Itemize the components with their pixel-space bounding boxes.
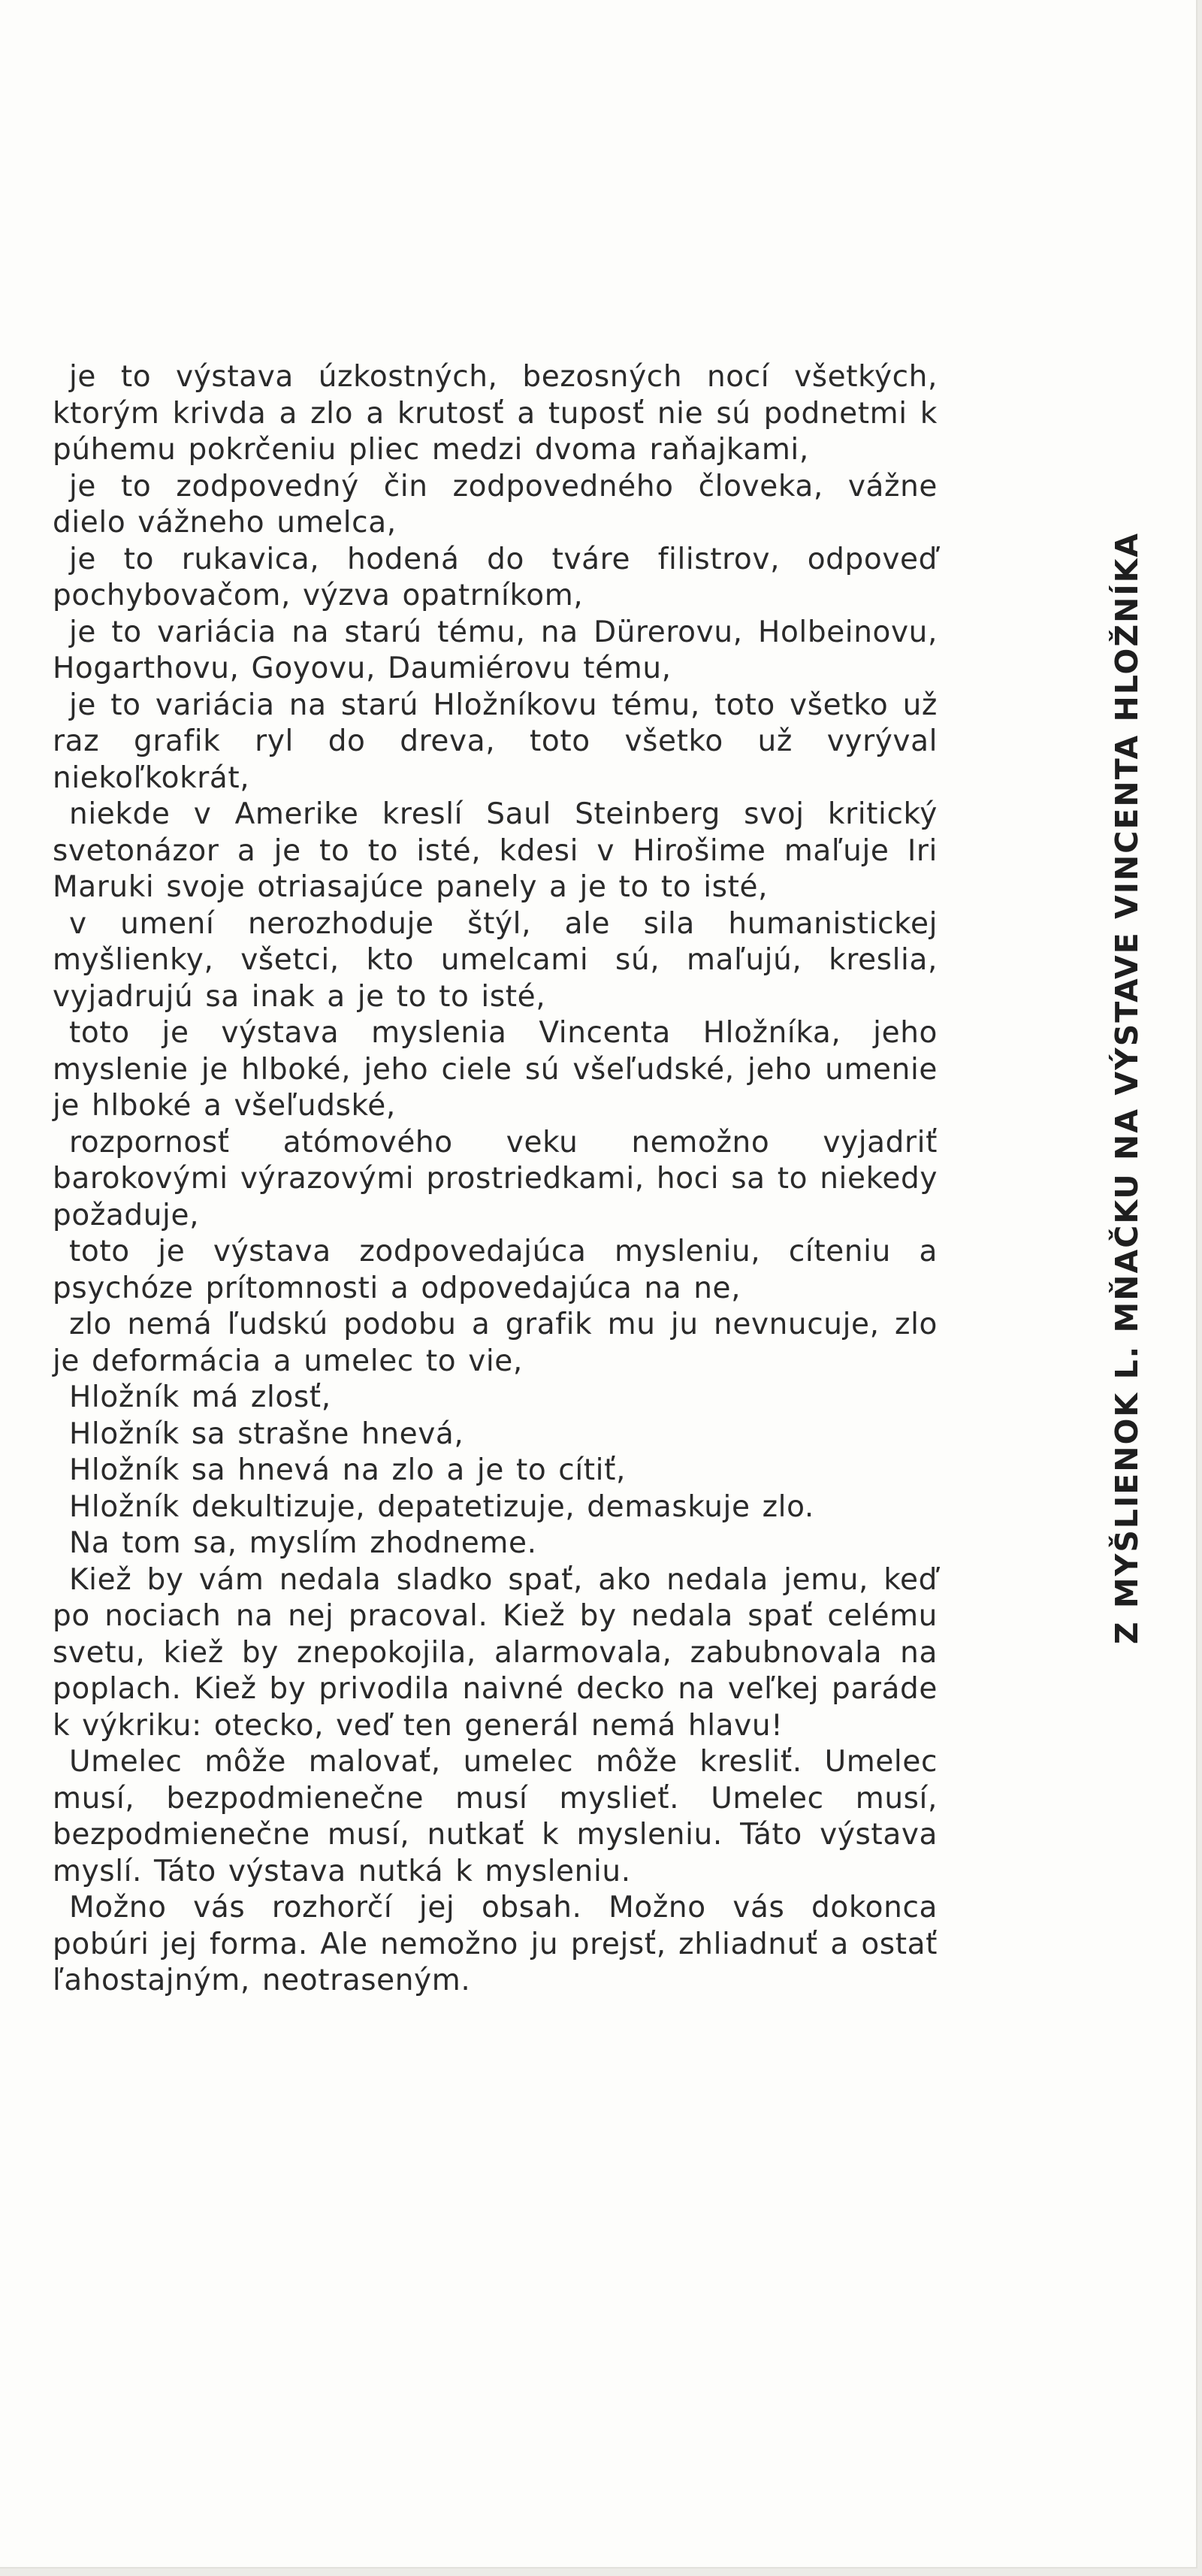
paragraph: Hložník dekultizuje, depatetizuje, demaskuje zlo. xyxy=(69,1489,814,1524)
paragraph: Hložník sa hnevá na zlo a je to cítiť, xyxy=(69,1453,626,1487)
paragraph: zlo nemá ľudskú podobu a grafik mu ju nevnucuje, zlo je deformácia a umelec to vie, xyxy=(53,1308,938,1378)
paragraph: Umelec môže malovať, umelec môže kresliť. Umelec musí, bezpodmienečne musí myslieť. Umelec musí, bezpodmienečne musí, nutkať k mysleniu. Táto výstava myslí. Táto výstava nutká k mysleniu. xyxy=(53,1745,938,1888)
paragraph: v umení nerozhoduje štýl, ale sila humanistickej myšlienky, všetci, kto umelcami sú, maľujú, kreslia, vyjadrujú sa inak a je to to isté, xyxy=(53,906,938,1014)
paragraph: je to rukavica, hodená do tváre filistrov, odpoveď pochybovačom, výzva opatrníkom, xyxy=(53,542,938,612)
body-text xyxy=(53,359,938,2000)
paragraph: Hložník má zlosť, xyxy=(69,1380,331,1414)
paragraph: je to zodpovedný čin zodpovedného človeka, vážne dielo vážneho umelca, xyxy=(53,469,938,540)
vertical-title: Z MYŠLIENOK L. MŇAČKU NA VÝSTAVE VINCENTA HLOŽNÍKA xyxy=(1109,531,1145,1645)
paragraph: Kiež by vám nedala sladko spať, ako nedala jemu, keď po nociach na nej pracoval. Kiež by nedala spať celému svetu, kiež by znepokojila, alarmovala, zabubnovala na poplach. Kiež by privodila naivné decko na veľkej paráde k výkriku: otecko, veď ten generál nemá hlavu! xyxy=(53,1562,938,1743)
paragraph: toto je výstava zodpovedajúca mysleniu, cíteniu a psychóze prítomnosti a odpovedajúca na ne, xyxy=(53,1235,938,1305)
paragraph: Hložník sa strašne hnevá, xyxy=(69,1416,464,1451)
paragraph: je to variácia na starú tému, na Dürerovu, Holbeinovu, Hogarthovu, Goyovu, Daumiérovu tému, xyxy=(53,615,938,685)
paragraph: Možno vás rozhorčí jej obsah. Možno vás dokonca pobúri jej forma. Ale nemožno ju prejsť, zhliadnuť a ostať ľahostajným, neotraseným. xyxy=(53,1891,938,1997)
paragraph: je to výstava úzkostných, bezosných nocí všetkých, ktorým krivda a zlo a krutosť a tuposť nie sú podnetmi k púhemu pokrčeniu pliec medzi dvoma raňajkami, xyxy=(53,360,938,467)
paragraph: Na tom sa, myslím zhodneme. xyxy=(69,1526,537,1560)
paragraph: toto je výstava myslenia Vincenta Hložníka, jeho myslenie je hlboké, jeho ciele sú všeľudské, jeho umenie je hlboké a všeľudské, xyxy=(53,1016,938,1123)
paragraph: niekde v Amerike kreslí Saul Steinberg svoj kritický svetonázor a je to to isté, kdesi v Hirošime maľuje Iri Maruki svoje otriasajúce panely a je to to isté, xyxy=(53,797,938,904)
paragraph: je to variácia na starú Hložníkovu tému, toto všetko už raz grafik ryl do dreva, toto všetko už vyrýval niekoľkokrát, xyxy=(53,688,938,795)
paragraph: rozpornosť atómového veku nemožno vyjadriť barokovými výrazovými prostriedkami, hoci sa to niekedy požaduje, xyxy=(53,1125,938,1232)
